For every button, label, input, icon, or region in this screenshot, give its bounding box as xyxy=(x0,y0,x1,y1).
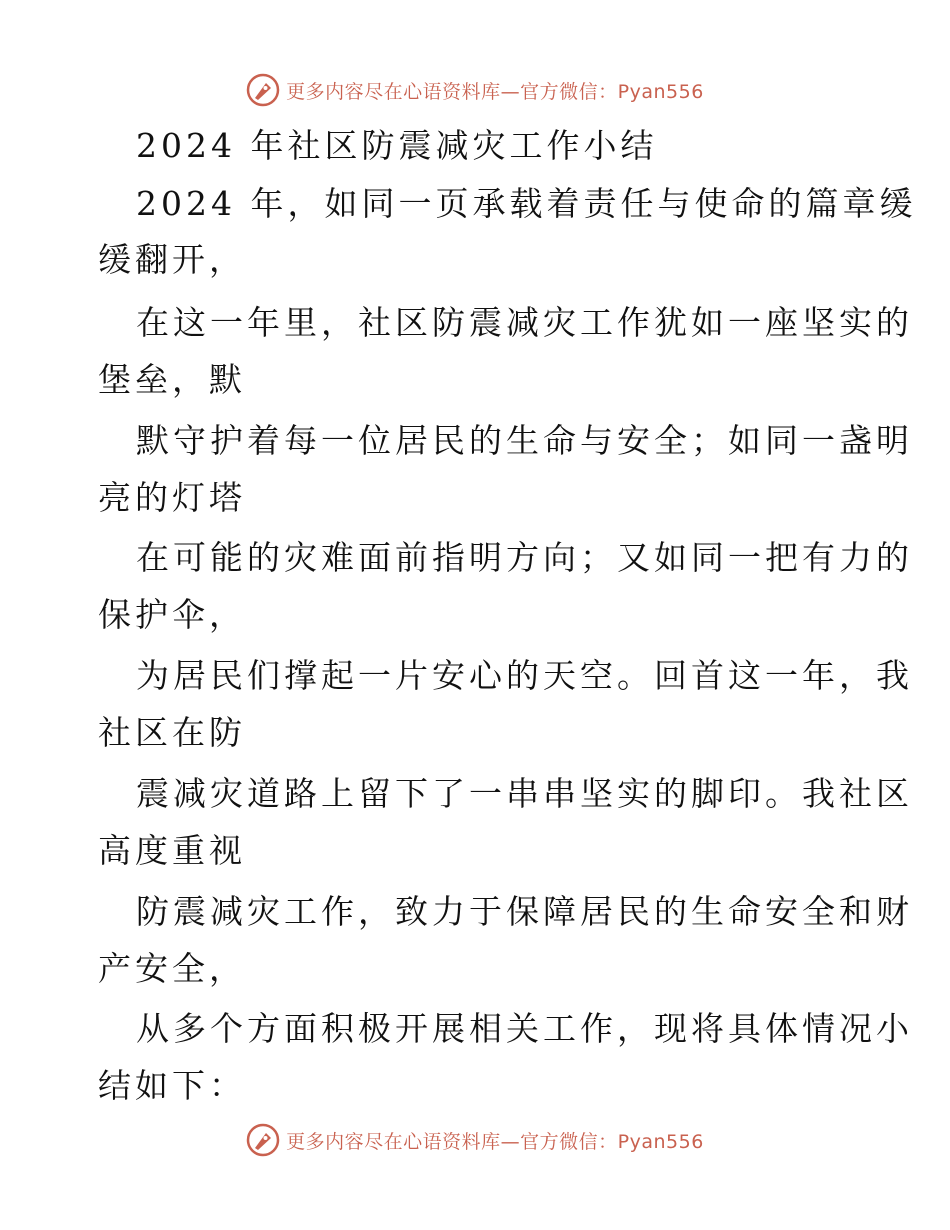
paragraph-line: 震减灾道路上留下了一串串坚实的脚印。我社区 xyxy=(136,774,913,813)
pen-nib-logo-icon xyxy=(246,73,280,107)
paragraph-line: 产安全， xyxy=(98,949,246,988)
paragraph-line: 高度重视 xyxy=(98,831,246,870)
paragraph-line: 默守护着每一位居民的生命与安全；如同一盏明 xyxy=(136,421,913,460)
paragraph-line: 2024 年，如同一页承载着责任与使命的篇章缓 xyxy=(136,184,917,223)
paragraph-line: 堡垒，默 xyxy=(98,360,246,399)
paragraph-line: 保护伞， xyxy=(98,595,246,634)
paragraph-line: 社区在防 xyxy=(98,713,246,752)
paragraph-line: 亮的灯塔 xyxy=(98,478,246,517)
paragraph-line: 在这一年里，社区防震减灾工作犹如一座坚实的 xyxy=(136,303,913,342)
header-watermark xyxy=(0,70,950,110)
paragraph-line: 在可能的灾难面前指明方向；又如同一把有力的 xyxy=(136,538,913,577)
document-title: 2024 年社区防震减灾工作小结 xyxy=(136,126,658,165)
paragraph-line: 防震减灾工作，致力于保障居民的生命安全和财 xyxy=(136,892,913,931)
watermark-text: 更多内容尽在心语资料库—官方微信：Pyan556 xyxy=(286,1130,704,1153)
paragraph-line: 为居民们撑起一片安心的天空。回首这一年，我 xyxy=(136,656,913,695)
paragraph-line: 从多个方面积极开展相关工作，现将具体情况小 xyxy=(136,1009,913,1048)
watermark-text: 更多内容尽在心语资料库—官方微信：Pyan556 xyxy=(286,80,704,103)
pen-nib-logo-icon xyxy=(246,1123,280,1157)
footer-watermark xyxy=(0,1120,950,1160)
paragraph-line: 缓翻开， xyxy=(98,240,246,279)
paragraph-line: 结如下： xyxy=(98,1066,246,1105)
